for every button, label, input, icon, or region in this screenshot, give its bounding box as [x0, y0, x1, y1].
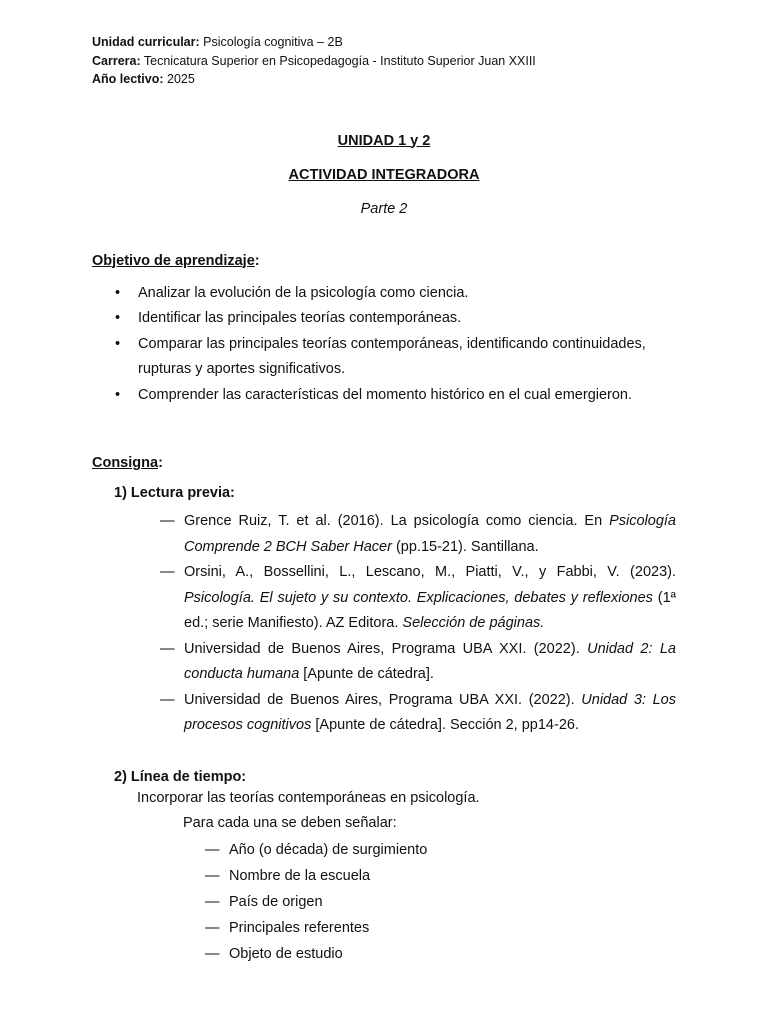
section-2-line-1: Incorporar las teorías contemporáneas en psicología. [137, 789, 480, 806]
ref-text: Universidad de Buenos Aires, Programa UBA XXI. (2022). [184, 640, 588, 657]
list-item [92, 281, 676, 307]
dash-icon: — [205, 919, 220, 936]
ref-text: [Apunte de cátedra]. Sección 2, pp14-26. [311, 717, 579, 733]
objetivo-item-text: Comprender las características del momento histórico en el cual emergieron. [138, 386, 633, 403]
list-item [92, 383, 676, 409]
list-item [92, 332, 676, 383]
dash-icon: — [160, 564, 175, 580]
list-item [92, 688, 676, 739]
consigna-colon: : [158, 455, 163, 471]
consigna-heading-text: Consigna [92, 455, 159, 471]
objetivo-heading [92, 253, 676, 269]
ref-text: Universidad de Buenos Aires, Programa UBA XXI. (2022). [184, 691, 582, 708]
objetivo-item-text: Analizar la evolución de la psicología como ciencia. [138, 284, 469, 301]
list-item [92, 509, 676, 560]
dash-icon: — [205, 867, 220, 884]
document-header [92, 33, 676, 89]
dash-icon: — [160, 640, 175, 657]
header-unidad [92, 33, 676, 52]
objetivo-colon: : [254, 252, 260, 269]
consigna-heading [92, 455, 676, 471]
field-text: Objeto de estudio [229, 945, 343, 962]
ref-italic: Unidad 2: La conducta humana [184, 640, 676, 682]
dash-icon: — [205, 893, 220, 910]
unidad-label: Unidad curricular: [92, 35, 200, 49]
references-list [92, 509, 676, 739]
list-item [92, 863, 676, 889]
part-title: Parte 2 [360, 200, 408, 217]
list-item [92, 915, 676, 941]
field-text: Nombre de la escuela [229, 867, 371, 884]
objetivo-list [92, 281, 676, 409]
ref-text: Grence Ruiz, T. et al. (2016). La psicología como ciencia. En [184, 513, 610, 529]
list-item [92, 889, 676, 915]
header-anio [92, 70, 676, 89]
list-item [92, 560, 676, 637]
section-2-line-2: Para cada una se deben señalar: [183, 815, 397, 831]
dash-icon: — [205, 841, 220, 858]
ref-text: Orsini, A., Bossellini, L., Lescano, M., Piatti, V., y Fabbi, V. (2023). [184, 564, 676, 580]
bullet-icon: • [115, 284, 121, 301]
list-item [92, 941, 676, 967]
ref-text: (pp.15-21). Santillana. [391, 538, 539, 555]
bullet-icon: • [115, 310, 121, 326]
unidad-value: Psicología cognitiva – 2B [203, 35, 343, 49]
carrera-value: Tecnicatura Superior en Psicopedagogía - Instituto Superior Juan XXIII [143, 53, 536, 68]
ref-italic: Unidad 3: Los procesos cognitivos [184, 691, 676, 733]
ref-italic: Psicología Comprende 2 BCH Saber Hacer [184, 513, 676, 555]
unit-title: UNIDAD 1 y 2 [337, 132, 431, 149]
objetivo-item-text: Identificar las principales teorías contemporáneas. [138, 310, 462, 326]
objetivo-heading-text: Objetivo de aprendizaje [92, 252, 255, 269]
dash-icon: — [205, 945, 220, 962]
anio-value: 2025 [167, 72, 195, 86]
section-1-title: 1) Lectura previa: [114, 485, 235, 501]
ref-text: [Apunte de cátedra]. [299, 666, 434, 682]
list-item [92, 837, 676, 863]
timeline-fields-list [92, 837, 676, 967]
header-carrera [92, 52, 676, 71]
bullet-icon: • [115, 335, 121, 352]
section-2-title: 2) Línea de tiempo: [114, 768, 247, 785]
field-text: Principales referentes [229, 919, 370, 936]
field-text: País de origen [229, 893, 323, 910]
ref-italic: Selección de páginas [402, 615, 541, 631]
ref-italic: Psicología. El sujeto y su contexto. Explicaciones, debates y reflexiones [184, 589, 653, 606]
field-text: Año (o década) de surgimiento [229, 841, 428, 858]
bullet-icon: • [115, 386, 121, 403]
ref-text: . [540, 615, 545, 631]
objetivo-item-text: Comparar las principales teorías contemporáneas, identificando continuidades, rupturas y aportes significativos. [138, 335, 646, 377]
dash-icon: — [160, 513, 175, 529]
list-item [92, 306, 676, 332]
ref-text: (1ª ed.; serie Manifiesto). AZ Editora. [184, 589, 676, 631]
carrera-label: Carrera: [92, 53, 141, 68]
anio-label: Año lectivo: [92, 72, 164, 86]
activity-title: ACTIVIDAD INTEGRADORA [288, 166, 480, 183]
dash-icon: — [160, 691, 175, 708]
list-item [92, 637, 676, 688]
